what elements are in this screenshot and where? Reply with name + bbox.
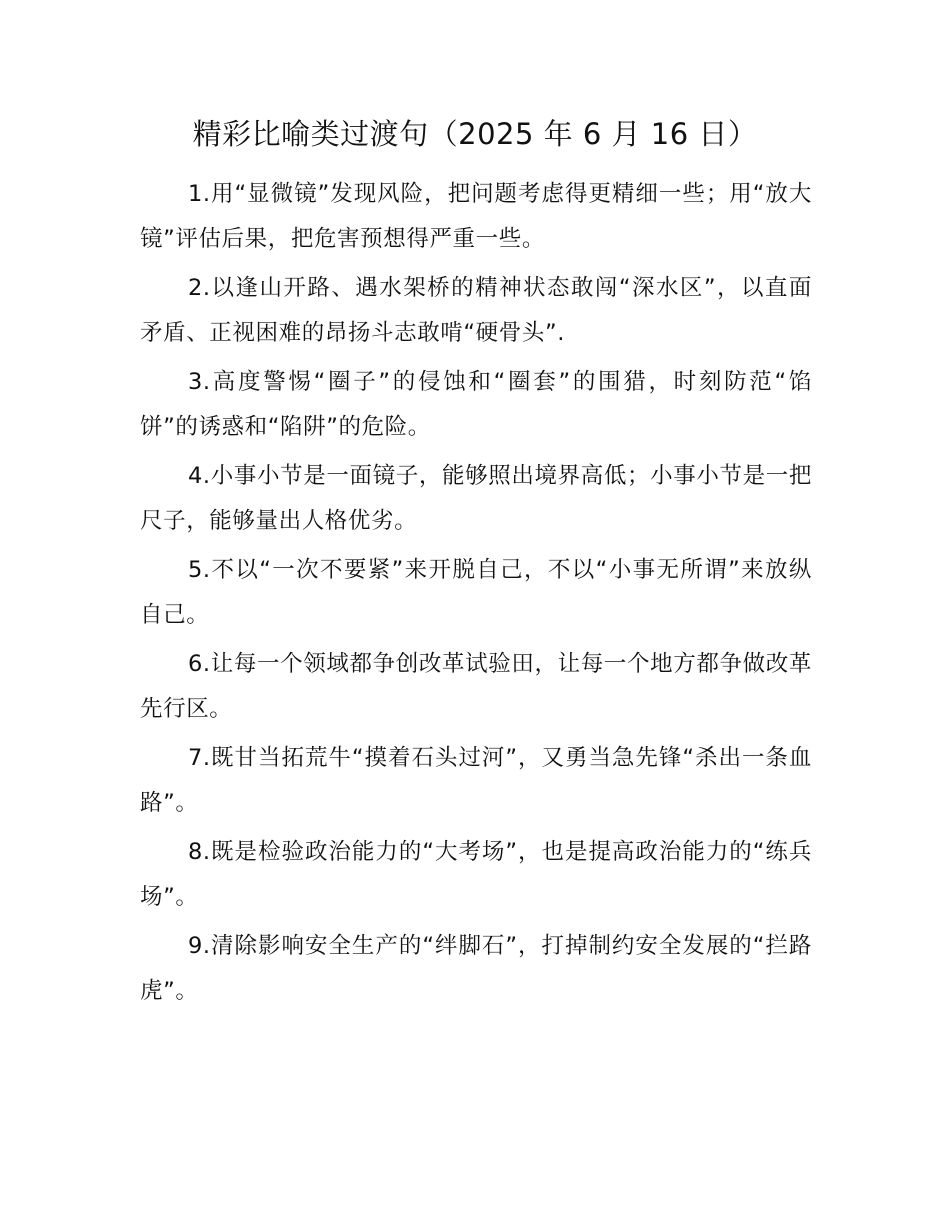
transition-sentence-list (140, 172, 812, 1018)
list-item: 2.以逢山开路、遇水架桥的精神状态敢闯“深水区”，以直面矛盾、正视困难的昂扬斗志敢啃“硬骨头”. (140, 275, 812, 346)
list-item: 8.既是检验政治能力的“大考场”，也是提高政治能力的“练兵场”。 (140, 839, 812, 910)
list-item: 3.高度警惕“圈子”的侵蚀和“圈套”的围猎，时刻防范“馅饼”的诱惑和“陷阱”的危险。 (140, 369, 812, 440)
list-item: 1.用“显微镜”发现风险，把问题考虑得更精细一些；用“放大镜”评估后果，把危害预想得严重一些。 (140, 181, 812, 252)
list-item: 6.让每一个领域都争创改革试验田，让每一个地方都争做改革先行区。 (140, 651, 812, 722)
list-item: 4.小事小节是一面镜子，能够照出境界高低；小事小节是一把尺子，能够量出人格优劣。 (140, 463, 812, 534)
list-item: 9.清除影响安全生产的“绊脚石”，打掉制约安全发展的“拦路虎”。 (140, 933, 812, 1004)
document-title: 精彩比喻类过渡句（2025 年 6 月 16 日） (192, 117, 758, 151)
list-item: 7.既甘当拓荒牛“摸着石头过河”，又勇当急先锋“杀出一条血路”。 (140, 745, 812, 816)
list-item: 5.不以“一次不要紧”来开脱自己，不以“小事无所谓”来放纵自己。 (140, 557, 812, 628)
